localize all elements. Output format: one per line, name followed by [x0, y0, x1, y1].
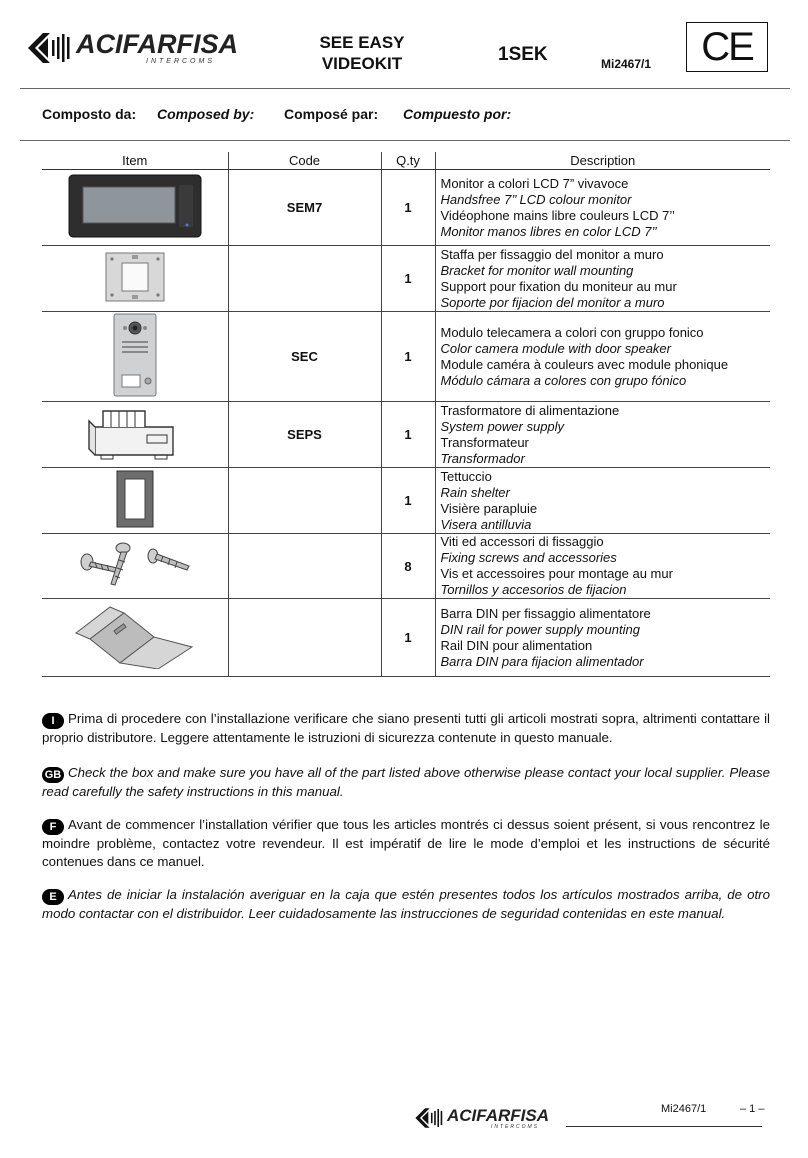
- table-row: [42, 312, 770, 402]
- desc-fr: Transformateur: [440, 434, 529, 450]
- item-image-cell: [42, 534, 228, 599]
- desc-it: Tettuccio: [440, 468, 492, 484]
- desc-es: Visera antilluvia: [440, 516, 532, 532]
- desc-fr: Vidéophone mains libre couleurs LCD 7’’: [440, 207, 675, 223]
- item-description: [435, 246, 770, 312]
- desc-fr: Vis et accessoires pour montage au mur: [440, 566, 673, 581]
- desc-en: Color camera module with door speaker: [440, 340, 671, 356]
- table-row: [42, 402, 770, 468]
- item-qty: 1: [381, 312, 435, 402]
- composed-es: Compuesto por:: [403, 106, 512, 122]
- item-image-cell: [42, 599, 228, 677]
- composed-rule: [20, 140, 790, 141]
- desc-fr: Support pour fixation du moniteur au mur: [440, 278, 677, 294]
- header-description: Description: [435, 152, 770, 170]
- footer-brand-subtitle: INTERCOMS: [491, 1123, 539, 1130]
- composed-it: Composto da:: [42, 106, 137, 122]
- items-table: [42, 152, 770, 677]
- desc-fr: Module caméra à couleurs avec module phonique: [440, 356, 729, 372]
- item-image-cell: [42, 402, 228, 468]
- din-rail-icon: [70, 603, 200, 669]
- english-flag-icon: GB: [42, 767, 64, 783]
- desc-es: Monitor manos libres en color LCD 7’’: [440, 223, 657, 239]
- wall-bracket-icon: [104, 251, 166, 303]
- item-description: [435, 312, 770, 402]
- item-code: [228, 599, 381, 677]
- spanish-flag-icon: E: [42, 889, 64, 905]
- item-qty: 8: [381, 534, 435, 599]
- composed-by-row: [0, 106, 808, 124]
- footer-rule: [566, 1126, 762, 1127]
- table-row: [42, 534, 770, 599]
- item-code: SEPS: [228, 402, 381, 468]
- table-row: [42, 468, 770, 534]
- desc-es: Módulo cámara a colores con grupo fónico: [440, 372, 687, 388]
- composed-en: Composed by:: [157, 106, 255, 122]
- desc-fr: Rail DIN pour alimentation: [440, 637, 593, 653]
- item-code: SEM7: [228, 170, 381, 246]
- desc-it: Staffa per fissaggio del monitor a muro: [440, 246, 664, 262]
- item-code: SEC: [228, 312, 381, 402]
- footer-brand-name: ACIFARFISA: [447, 1105, 549, 1125]
- item-image-cell: [42, 468, 228, 534]
- item-code: [228, 468, 381, 534]
- desc-it: Trasformatore di alimentazione: [440, 402, 620, 418]
- desc-it: Monitor a colori LCD 7” vivavoce: [440, 175, 629, 191]
- item-image-cell: [42, 312, 228, 402]
- item-qty: 1: [381, 599, 435, 677]
- ce-mark-box: [686, 22, 768, 72]
- ce-mark: CE: [701, 24, 753, 69]
- kit-title-line2: VIDEOKIT: [321, 54, 403, 73]
- item-qty: 1: [381, 246, 435, 312]
- acifarfisa-logo: [26, 30, 271, 66]
- desc-es: Barra DIN para fijacion alimentador: [440, 653, 644, 669]
- item-description: [435, 599, 770, 677]
- desc-en: Fixing screws and accessories: [440, 550, 617, 565]
- power-supply-icon: [87, 405, 183, 461]
- note-french-text: Avant de commencer l’installation vérifier que tous les articles montrés ci dessus soient présent, si vous rencontrez le moindre problème, contactez votre revendeur. Il est impératif de lire le mode d’emploi et les instructions de sécurité contenues dans ce manuel.: [42, 817, 770, 869]
- desc-es: Tornillos y accesorios de fijacion: [440, 582, 627, 597]
- monitor-icon: [67, 173, 203, 239]
- header-qty: Q.ty: [381, 152, 435, 170]
- item-description: [435, 468, 770, 534]
- footer-logo: [414, 1106, 574, 1130]
- item-image-cell: [42, 170, 228, 246]
- table-row: [42, 599, 770, 677]
- item-qty: 1: [381, 170, 435, 246]
- desc-fr: Visière parapluie: [440, 500, 538, 516]
- note-english-text: Check the box and make sure you have all of the part listed above otherwise please contact your local supplier. Please read carefully the safety instructions in this manual.: [42, 765, 770, 799]
- logo-mark-icon: [26, 31, 72, 65]
- item-qty: 1: [381, 468, 435, 534]
- table-header-row: [42, 152, 770, 170]
- item-image-cell: [42, 246, 228, 312]
- brand-name: ACIFARFISA: [76, 29, 238, 59]
- desc-en: Rain shelter: [440, 484, 510, 500]
- camera-module-icon: [112, 313, 158, 397]
- note-english: [42, 764, 770, 801]
- desc-es: Transformador: [440, 450, 525, 466]
- desc-en: DIN rail for power supply mounting: [440, 621, 640, 637]
- footer-document-ref: Mi2467/1: [661, 1103, 707, 1115]
- note-spanish-text: Antes de iniciar la instalación averiguar en la caja que estén presentes todos los artículos mostrados arriba, de otro modo contactar con el distribuidor. Leer cuidadosamente las instrucciones de seguridad contenidas en este manual.: [42, 887, 770, 921]
- item-description: [435, 170, 770, 246]
- header-code: Code: [228, 152, 381, 170]
- kit-title: [300, 32, 424, 74]
- desc-it: Barra DIN per fissaggio alimentatore: [440, 605, 651, 621]
- header-rule: [20, 88, 790, 89]
- screws-icon: [75, 538, 195, 592]
- italian-flag-icon: I: [42, 713, 64, 729]
- french-flag-icon: F: [42, 819, 64, 835]
- footer-logo-mark-icon: [414, 1107, 444, 1129]
- rain-shelter-icon: [115, 469, 155, 529]
- product-code: 1SEK: [498, 44, 548, 65]
- kit-title-line1: SEE EASY: [319, 33, 405, 52]
- item-qty: 1: [381, 402, 435, 468]
- brand-subtitle: INTERCOMS: [146, 58, 215, 65]
- note-spanish: [42, 886, 770, 923]
- desc-en: Bracket for monitor wall mounting: [440, 262, 634, 278]
- note-french: [42, 816, 770, 871]
- item-description: [435, 402, 770, 468]
- desc-en: System power supply: [440, 418, 565, 434]
- desc-en: Handsfree 7’’ LCD colour monitor: [440, 191, 632, 207]
- desc-es: Soporte por fijacion del monitor a muro: [440, 294, 665, 310]
- page-number: – 1 –: [740, 1103, 765, 1115]
- note-italian-text: Prima di procedere con l’installazione verificare che siano presenti tutti gli articoli mostrati sopra, altrimenti contattare il proprio distributore. Leggere attentamente le istruzioni di sicurezza contenute in questo manuale.: [42, 711, 770, 745]
- document-ref: Mi2467/1: [601, 57, 652, 71]
- desc-it: Modulo telecamera a colori con gruppo fonico: [440, 324, 704, 340]
- item-description: [435, 534, 770, 599]
- table-row: [42, 246, 770, 312]
- desc-it: Viti ed accessori di fissaggio: [440, 534, 604, 549]
- table-row: [42, 170, 770, 246]
- note-italian: [42, 710, 770, 747]
- item-code: [228, 246, 381, 312]
- item-code: [228, 534, 381, 599]
- composed-fr: Composé par:: [284, 106, 379, 122]
- header-item: Item: [42, 152, 228, 170]
